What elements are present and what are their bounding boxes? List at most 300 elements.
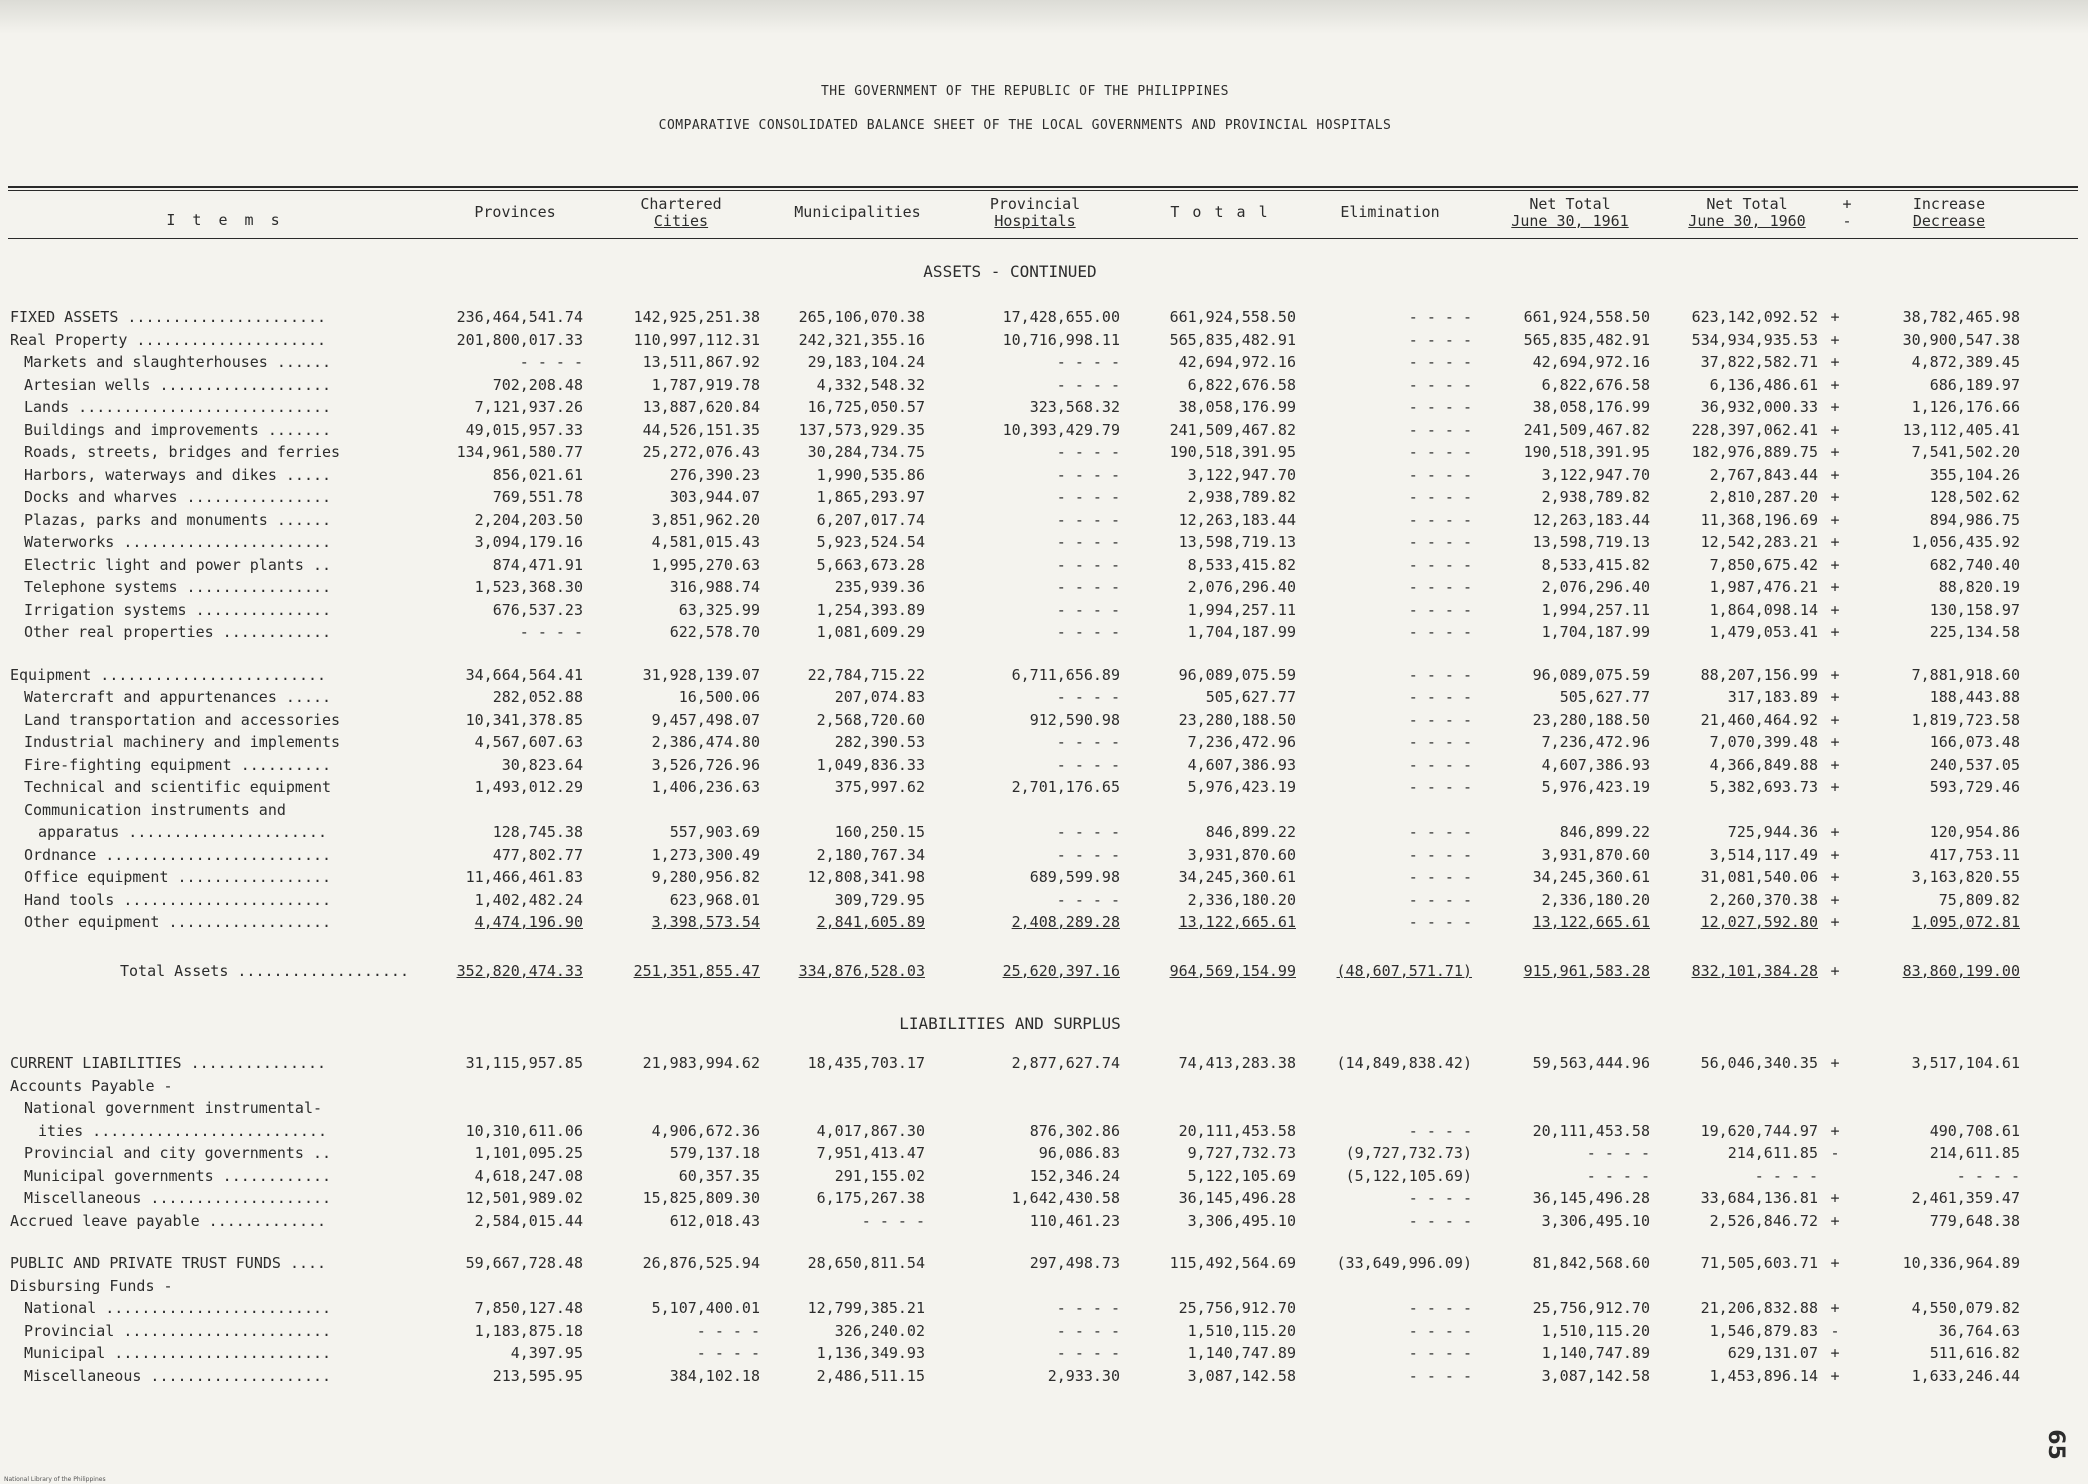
row-label: Waterworks ....................... [24,533,332,551]
row-cell: + [1830,600,1840,619]
row-cell: 326,240.02 [834,1321,925,1340]
row-cell: - - - - [1056,733,1120,751]
header-provincial-line1: Provincial [989,195,1081,213]
row-cell: 4,397.95 [510,1344,583,1362]
row-label: Markets and slaughterhouses ...... [24,353,332,371]
row-cell: 2,767,843.44 [1709,465,1818,484]
row-cell: 1,183,875.18 [474,1321,583,1340]
row-cell: 4,906,672.36 [651,1121,760,1140]
row-cell: 4,474,196.90 [474,913,583,931]
row-label: Disbursing Funds - [10,1276,173,1295]
row-label: Ordnance ......................... [24,845,332,864]
row-cell: (9,727,732.73) [1345,1144,1472,1162]
row-cell: 4,567,607.63 [474,733,583,751]
row-cell: 2,877,627.74 [1011,1054,1120,1072]
row-cell: - - - - [1056,578,1120,596]
row-cell: 2,386,474.80 [651,733,760,751]
row-cell: 13,887,620.84 [642,398,760,416]
row-cell: 832,101,384.28 [1691,961,1818,980]
row-cell: - - - - [1408,755,1472,774]
row-cell: 12,501,989.02 [465,1189,583,1207]
row-cell: 2,701,176.65 [1011,778,1120,796]
row-cell: 38,058,176.99 [1178,398,1296,416]
row-cell: - - - - [1408,890,1472,909]
table-row [0,846,2088,870]
row-label: Fire-fighting equipment .......... [24,755,332,774]
row-label: National government instrumental- [24,1099,323,1117]
row-cell: - - - - [1056,1321,1120,1340]
row-cell: 4,581,015.43 [651,533,760,551]
row-cell: 3,851,962.20 [651,510,760,529]
row-cell: 355,104.26 [1929,465,2020,484]
row-label: Technical and scientific equipment [24,778,332,796]
row-label: Other real properties ............ [24,623,332,641]
row-cell: 1,095,072.81 [1911,913,2020,931]
row-cell: + [1830,1299,1840,1317]
row-cell: 38,782,465.98 [1902,308,2020,326]
row-cell: 225,134.58 [1929,623,2020,641]
row-cell: 1,865,293.97 [816,488,925,506]
row-cell: 4,332,548.32 [816,375,925,394]
row-cell: 725,944.36 [1727,823,1818,841]
row-cell: 241,509,467.82 [1169,420,1296,439]
row-cell: 7,951,413.47 [816,1144,925,1162]
row-cell: 1,126,176.66 [1911,398,2020,416]
row-label: Lands ............................ [24,398,332,416]
row-cell: + [1830,1054,1840,1072]
row-label: Real Property ..................... [10,330,327,349]
row-cell: 36,145,496.28 [1178,1189,1296,1207]
row-cell: - - - - [1056,375,1120,394]
row-cell: (14,849,838.42) [1336,1054,1472,1072]
header-chartered-line1: Chartered [640,195,722,213]
table-row [0,1144,2088,1168]
document-subtitle: COMPARATIVE CONSOLIDATED BALANCE SHEET OF THE LOCAL GOVERNMENTS AND PROVINCIAL HOSPITALS [658,118,1392,133]
row-cell: - - - - [696,1344,760,1362]
row-cell: 190,518,391.95 [1169,443,1296,461]
header-provincial-line2: Hospitals [994,212,1076,230]
row-label: Provincial ....................... [24,1321,332,1340]
row-cell: 964,569,154.99 [1169,961,1296,980]
row-cell: 12,799,385.21 [807,1299,925,1317]
row-cell: 75,809.82 [1938,890,2020,909]
header-top-rule-2 [8,190,2078,191]
row-cell: 1,081,609.29 [816,623,925,641]
row-cell: 26,876,525.94 [642,1254,760,1272]
row-cell: 42,694,972.16 [1178,353,1296,371]
table-row [0,623,2088,647]
row-cell: 134,961,580.77 [456,443,583,461]
row-cell: 36,764.63 [1938,1321,2020,1340]
row-cell: 3,122,947.70 [1187,465,1296,484]
row-cell: 676,537.23 [492,600,583,619]
header-provincial-hospitals [960,196,1110,230]
row-cell: 28,650,811.54 [807,1254,925,1272]
row-cell: 30,284,734.75 [807,443,925,461]
row-cell: 2,180,767.34 [816,845,925,864]
row-cell: 7,850,675.42 [1709,555,1818,574]
row-cell: 3,306,495.10 [1541,1211,1650,1230]
row-cell: 534,934,935.53 [1691,330,1818,349]
row-cell: 29,183,104.24 [807,353,925,371]
row-cell: 2,568,720.60 [816,710,925,729]
row-cell: - - - - [1408,375,1472,394]
row-label: Artesian wells ................... [24,375,332,394]
row-cell: 15,825,809.30 [642,1189,760,1207]
row-label: Municipal governments ............ [24,1166,332,1185]
row-cell: 9,457,498.07 [651,710,760,729]
row-cell: 228,397,062.41 [1691,420,1818,439]
row-cell: - - - - [1408,510,1472,529]
table-row [0,511,2088,535]
row-cell: 629,131.07 [1727,1344,1818,1362]
row-cell: 182,976,889.75 [1691,443,1818,461]
row-cell: 9,280,956.82 [651,868,760,886]
table-row [0,733,2088,757]
row-cell: 612,018.43 [669,1211,760,1230]
row-cell: 3,931,870.60 [1187,845,1296,864]
row-cell: 876,302.86 [1029,1121,1120,1140]
row-cell: - - - - [1408,778,1472,796]
row-cell: 1,056,435.92 [1911,533,2020,551]
row-cell: 12,808,341.98 [807,868,925,886]
row-label: Miscellaneous .................... [24,1366,332,1385]
row-cell: 2,408,289.28 [1011,913,1120,931]
row-cell: 10,310,611.06 [465,1121,583,1140]
row-cell: 42,694,972.16 [1532,353,1650,371]
row-cell: 10,716,998.11 [1002,330,1120,349]
row-cell: + [1830,420,1840,439]
row-cell: 1,987,476.21 [1709,578,1818,596]
row-cell: 2,336,180.20 [1541,890,1650,909]
row-cell: 142,925,251.38 [633,308,760,326]
row-cell: + [1830,533,1840,551]
row-cell: 2,841,605.89 [816,913,925,931]
row-cell: + [1830,961,1840,980]
row-cell: 6,822,676.58 [1187,375,1296,394]
row-cell: 17,428,655.00 [1002,308,1120,326]
row-cell: 241,509,467.82 [1523,420,1650,439]
table-row [0,1167,2088,1191]
row-cell: - - - - [1056,623,1120,641]
row-cell: - - - - [1408,913,1472,931]
row-label: Accrued leave payable ............. [10,1211,327,1230]
row-cell: 874,471.91 [492,555,583,574]
row-cell: - - - - [1956,1166,2020,1185]
row-cell: 2,076,296.40 [1187,578,1296,596]
row-cell: - - - - [1056,555,1120,574]
row-cell: 20,111,453.58 [1178,1121,1296,1140]
row-label: Docks and wharves ................ [24,488,332,506]
row-cell: 661,924,558.50 [1523,308,1650,326]
row-label: Telephone systems ................ [24,578,332,596]
row-cell: 846,899.22 [1559,823,1650,841]
row-cell: - - - - [696,1321,760,1340]
row-cell: 13,112,405.41 [1902,420,2020,439]
row-cell: - - - - [1056,488,1120,506]
row-cell: 31,081,540.06 [1700,868,1818,886]
row-cell: 334,876,528.03 [798,961,925,980]
row-cell: 36,145,496.28 [1532,1189,1650,1207]
row-cell: 96,089,075.59 [1532,665,1650,684]
row-cell: 2,938,789.82 [1187,488,1296,506]
row-cell: 5,122,105.69 [1187,1166,1296,1185]
row-cell: - - - - [1408,398,1472,416]
row-cell: + [1830,330,1840,349]
row-cell: - - - - [519,623,583,641]
row-label: Miscellaneous .................... [24,1189,332,1207]
header-chartered-line2: Cities [653,212,709,230]
table-row [0,711,2088,735]
row-cell: 13,511,867.92 [642,353,760,371]
row-cell: + [1830,868,1840,886]
row-cell: + [1830,398,1840,416]
row-cell: + [1830,1366,1840,1385]
row-cell: + [1830,578,1840,596]
row-cell: 12,263,183.44 [1532,510,1650,529]
row-cell: 505,627.77 [1205,688,1296,706]
table-row [0,801,2088,825]
row-cell: 6,207,017.74 [816,510,925,529]
row-cell: 2,204,203.50 [474,510,583,529]
row-cell: 152,346.24 [1029,1166,1120,1185]
row-cell: 276,390.23 [669,465,760,484]
row-cell: + [1830,755,1840,774]
table-row [0,488,2088,512]
row-cell: 623,968.01 [669,890,760,909]
row-cell: 81,842,568.60 [1532,1254,1650,1272]
row-cell: 5,976,423.19 [1541,778,1650,796]
header-sign: + - [1842,195,1852,230]
row-cell: 110,461.23 [1029,1211,1120,1230]
row-cell: 505,627.77 [1559,688,1650,706]
row-cell: 4,550,079.82 [1911,1299,2020,1317]
row-cell: + [1830,1254,1840,1272]
header-net1960-line1: Net Total [1706,195,1788,213]
row-cell: 120,954.86 [1929,823,2020,841]
row-cell: 4,017,867.30 [816,1121,925,1140]
row-cell: 557,903.69 [669,823,760,841]
row-cell: 1,787,919.78 [651,375,760,394]
row-cell: 3,398,573.54 [651,913,760,931]
row-cell: 565,835,482.91 [1169,330,1296,349]
table-row [0,1054,2088,1078]
row-cell: 1,254,393.89 [816,600,925,619]
row-label: Hand tools ....................... [24,890,332,909]
row-cell: 4,607,386.93 [1541,755,1650,774]
row-cell: 1,402,482.24 [474,890,583,909]
row-cell: 622,578.70 [669,623,760,641]
row-cell: 25,756,912.70 [1178,1299,1296,1317]
row-cell: + [1830,375,1840,394]
row-cell: 74,413,283.38 [1178,1054,1296,1072]
header-net-total-1961 [1485,196,1655,230]
row-cell: + [1830,623,1840,641]
table-row [0,1077,2088,1101]
row-cell: - - - - [1408,688,1472,706]
row-cell: + [1830,488,1840,506]
row-cell: 30,823.64 [501,755,583,774]
row-cell: 375,997.62 [834,778,925,796]
row-cell: 682,740.40 [1929,555,2020,574]
row-label: Buildings and improvements ....... [24,420,332,439]
row-cell: + [1830,1211,1840,1230]
row-cell: 214,611.85 [1727,1144,1818,1162]
row-cell: 702,208.48 [492,375,583,394]
row-cell: 417,753.11 [1929,845,2020,864]
table-row [0,1122,2088,1146]
header-total: T o t a l [1170,203,1270,221]
row-cell: 8,533,415.82 [1541,555,1650,574]
row-cell: - - - - [1408,420,1472,439]
row-label: CURRENT LIABILITIES ............... [10,1054,327,1072]
row-cell: - - - - [1408,1299,1472,1317]
table-row [0,1322,2088,1346]
row-cell: 303,944.07 [669,488,760,506]
row-cell: - - - - [1408,353,1472,371]
row-cell: 25,620,397.16 [1002,961,1120,980]
row-cell: 235,939.36 [834,578,925,596]
section-liabilities-surplus: LIABILITIES AND SURPLUS [899,1014,1121,1033]
table-row [0,756,2088,780]
row-cell: - - - - [519,353,583,371]
row-cell: 769,551.78 [492,488,583,506]
row-cell: 6,136,486.61 [1709,375,1818,394]
table-row [0,331,2088,355]
row-cell: 686,189.97 [1929,375,2020,394]
row-cell: 166,073.48 [1929,733,2020,751]
row-label: Roads, streets, bridges and ferries [24,443,341,461]
row-cell: - - - - [1056,823,1120,841]
row-cell: 60,357.35 [678,1166,760,1185]
row-label: Total Assets ................... [120,961,409,980]
row-cell: 3,526,726.96 [651,755,760,774]
table-row [0,353,2088,377]
row-cell: 38,058,176.99 [1532,398,1650,416]
header-items: I t e m s [166,211,284,229]
row-cell: (5,122,105.69) [1345,1166,1472,1185]
row-cell: 30,900,547.38 [1902,330,2020,349]
row-cell: 22,784,715.22 [807,665,925,684]
row-cell: + [1830,308,1840,326]
row-cell: 1,704,187.99 [1541,623,1650,641]
row-cell: 856,021.61 [492,465,583,484]
row-cell: 2,336,180.20 [1187,890,1296,909]
row-cell: - - - - [1408,733,1472,751]
row-label: Industrial machinery and implements [24,733,341,751]
row-label: National ......................... [24,1299,332,1317]
row-cell: 96,086.83 [1038,1144,1120,1162]
row-cell: 1,510,115.20 [1541,1321,1650,1340]
row-cell: 1,994,257.11 [1187,600,1296,619]
row-cell: 3,122,947.70 [1541,465,1650,484]
row-cell: 21,460,464.92 [1700,710,1818,729]
row-cell: 115,492,564.69 [1169,1254,1296,1272]
row-cell: 384,102.18 [669,1366,760,1385]
row-cell: 352,820,474.33 [456,961,583,980]
row-cell: 7,850,127.48 [474,1299,583,1317]
row-label: Irrigation systems ............... [24,600,332,619]
row-cell: 1,140,747.89 [1187,1344,1296,1362]
row-cell: 83,860,199.00 [1902,961,2020,980]
header-net1961-line2: June 30, 1961 [1511,212,1629,230]
row-cell: 915,961,583.28 [1523,961,1650,980]
row-cell: - - - - [1408,443,1472,461]
row-cell: 2,461,359.47 [1911,1189,2020,1207]
row-cell: 2,933.30 [1047,1366,1120,1385]
row-cell: 34,664,564.41 [465,665,583,684]
row-cell: 661,924,558.50 [1169,308,1296,326]
row-cell: - - - - [1056,465,1120,484]
row-cell: - - - - [1408,465,1472,484]
row-cell: 316,988.74 [669,578,760,596]
scan-footnote: National Library of the Philippines [4,1476,106,1483]
row-cell: - - - - [1408,1189,1472,1207]
row-cell: - - - - [1408,488,1472,506]
row-cell: - - - - [1056,1299,1120,1317]
row-cell: 1,406,236.63 [651,778,760,796]
row-cell: 31,928,139.07 [642,665,760,684]
row-cell: 88,207,156.99 [1700,665,1818,684]
header-net1961-line1: Net Total [1529,195,1611,213]
table-row [0,533,2088,557]
row-cell: 16,725,050.57 [807,398,925,416]
row-cell: + [1830,778,1840,796]
row-cell: 689,599.98 [1029,868,1120,886]
row-cell: - - - - [1408,665,1472,684]
row-cell: - - - - [1408,578,1472,596]
row-cell: 7,236,472.96 [1541,733,1650,751]
row-cell: 3,094,179.16 [474,533,583,551]
row-cell: 5,382,693.73 [1709,778,1818,796]
table-row [0,1344,2088,1368]
row-label: Equipment ......................... [10,665,327,684]
row-cell: 13,598,719.13 [1178,533,1296,551]
table-row [0,601,2088,625]
row-cell: 236,464,541.74 [456,308,583,326]
row-cell: 13,122,665.61 [1178,913,1296,931]
row-cell: 34,245,360.61 [1178,868,1296,886]
row-cell: - - - - [1056,510,1120,529]
row-cell: + [1830,823,1840,841]
row-cell: - - - - [1408,1366,1472,1385]
row-cell: 8,533,415.82 [1187,555,1296,574]
row-cell: 10,393,429.79 [1002,420,1120,439]
row-cell: 49,015,957.33 [465,420,583,439]
row-cell: 1,546,879.83 [1709,1321,1818,1340]
row-cell: 4,366,849.88 [1709,755,1818,774]
row-cell: 5,923,524.54 [816,533,925,551]
row-cell: 207,074.83 [834,688,925,706]
row-cell: - - - - [1056,688,1120,706]
table-row [0,778,2088,802]
row-cell: 1,864,098.14 [1709,600,1818,619]
row-cell: 1,642,430.58 [1011,1189,1120,1207]
row-cell: 2,938,789.82 [1541,488,1650,506]
row-cell: 7,121,937.26 [474,398,583,416]
row-cell: 291,155.02 [834,1166,925,1185]
row-cell: 1,990,535.86 [816,465,925,484]
row-cell: 160,250.15 [834,823,925,841]
row-cell: 3,087,142.58 [1541,1366,1650,1385]
row-cell: 213,595.95 [492,1366,583,1385]
row-cell: 1,453,896.14 [1709,1366,1818,1385]
row-cell: 623,142,092.52 [1691,308,1818,326]
row-cell: 11,466,461.83 [465,868,583,886]
row-cell: 7,070,399.48 [1709,733,1818,751]
row-cell: 12,542,283.21 [1700,533,1818,551]
table-row [0,1212,2088,1236]
